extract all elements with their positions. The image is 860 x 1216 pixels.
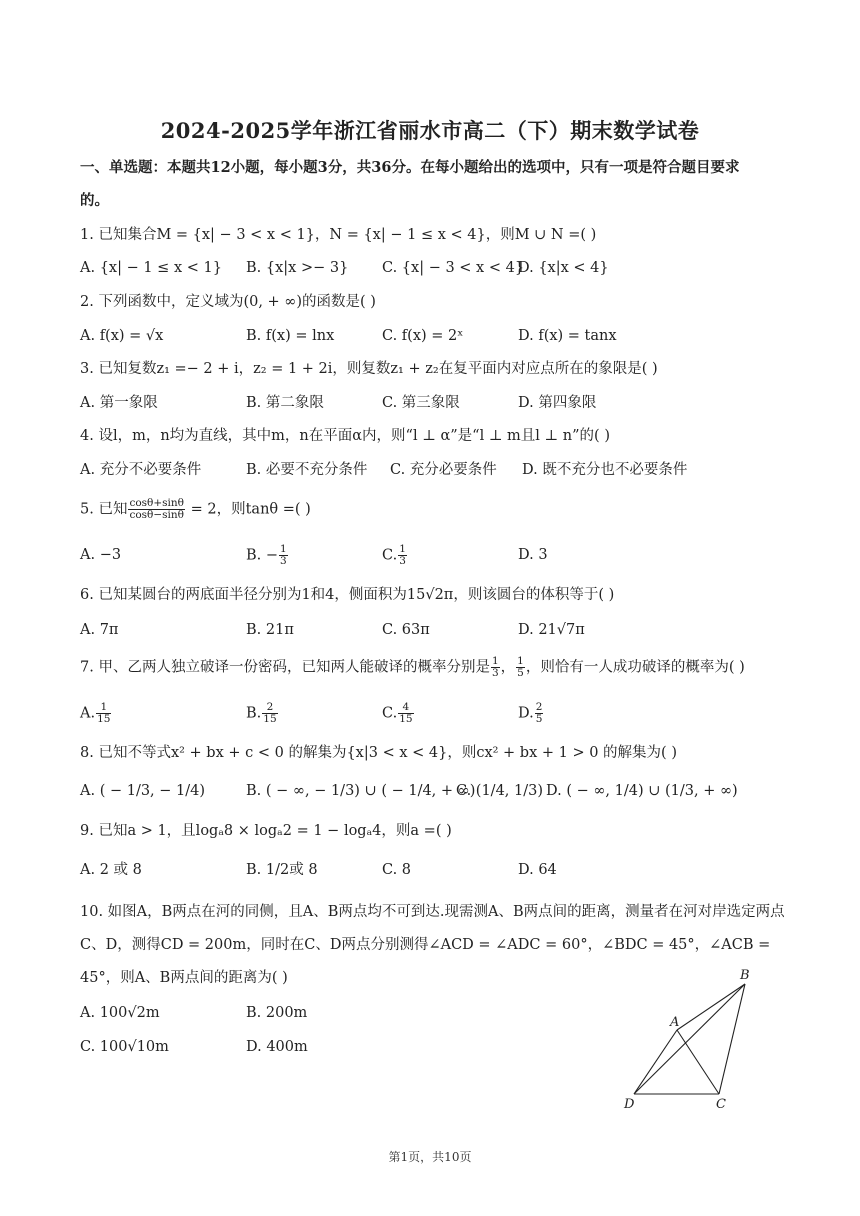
fraction xyxy=(128,498,185,521)
option-b: B. 第二象限 xyxy=(246,395,324,411)
option-c: C. (1/4, 1/3) xyxy=(456,783,543,799)
option-d: D. 第四象限 xyxy=(518,395,597,411)
option-b: B. $\frac{2}{15}$ xyxy=(246,701,277,725)
stem-suffix: = 2，则tanθ =( ) xyxy=(186,501,311,518)
option-a: A. −3 xyxy=(80,547,122,563)
section-heading-line2: 的。 xyxy=(80,192,109,209)
option-a: A. 7π xyxy=(80,622,119,638)
stem-prefix: 7. 甲、乙两人独立破译一份密码，已知两人能破译的概率分别是 xyxy=(80,659,490,676)
numerator: 1 xyxy=(280,543,287,555)
question-3-options xyxy=(80,392,780,416)
label-a: A xyxy=(670,1015,680,1030)
fraction xyxy=(535,702,544,725)
option-c: C. 第三象限 xyxy=(382,395,460,411)
option-d: D. ( − ∞, 1/4) ∪ (1/3, + ∞) xyxy=(546,783,738,799)
segment-db xyxy=(634,984,745,1094)
fraction xyxy=(96,702,111,725)
question-1-options xyxy=(80,257,780,281)
option-c: C. 充分必要条件 xyxy=(390,462,497,478)
option-a: A. $\frac{1}{15}$ xyxy=(80,701,111,725)
option-b: B. 21π xyxy=(246,622,294,638)
option-b xyxy=(246,544,289,567)
option-a: A. f(x) = √x xyxy=(80,328,164,344)
option-b-label: B. − xyxy=(246,547,279,564)
numerator: 2 xyxy=(535,701,543,713)
option-d: D. $\frac{2}{5}$ xyxy=(518,701,543,725)
option-d: D. 21√7π xyxy=(518,622,585,638)
fraction xyxy=(491,656,500,679)
label-d: D xyxy=(624,1097,635,1112)
option-a: A. 2 或 8 xyxy=(80,862,142,878)
option-b: B. ( − ∞, − 1/3) ∪ ( − 1/4, + ∞) xyxy=(246,783,476,799)
denominator: 15 xyxy=(97,713,111,725)
option-d: D. 3 xyxy=(518,547,548,563)
option-c: C. $\frac{1}{3}$ xyxy=(382,543,406,567)
figure-svg xyxy=(612,962,782,1112)
question-6-options xyxy=(80,619,780,643)
question-10-stem: 10. 如图A，B两点在河的同侧，且A、B两点均不可到达.现需测A、B两点间的距离，测量者在河对岸选定两点C、D，测得CD = 200m，同时在C、D两点分别测得∠ACD = ∠ADC = 60°，∠BDC = 45°，∠ACB = 45°，则A、B两点间的距离为( ) xyxy=(80,904,785,986)
question-9-options xyxy=(80,859,780,883)
question-4-stem: 4. 设l，m，n均为直线，其中m，n在平面α内，则“l ⊥ α”是“l ⊥ m且l ⊥ n”的( ) xyxy=(80,428,610,444)
stem-suffix: ，则恰有一人成功破译的概率为( ) xyxy=(525,659,745,676)
question-5-stem xyxy=(80,498,790,521)
option-d: D. {x|x < 4} xyxy=(518,260,609,276)
numerator: 1 xyxy=(491,655,499,667)
question-9-stem: 9. 已知a > 1，且logₐ8 × logₐ2 = 1 − logₐ4，则a =( ) xyxy=(80,823,452,839)
option-c: C. 100√10m xyxy=(80,1039,169,1055)
stem-prefix: 5. 已知 xyxy=(80,501,128,518)
option-a: A. 100√2m xyxy=(80,1005,160,1021)
page-footer: 第1页，共10页 xyxy=(388,1150,472,1164)
fraction xyxy=(398,544,407,567)
option-a: A. {x| − 1 ≤ x < 1} xyxy=(80,260,222,276)
question-7-stem: 7. 甲、乙两人独立破译一份密码，已知两人能破译的概率分别是 $\frac{1}{3}$ ， $\frac{1}{5}$ ，则恰有一人成功破译的概率为( ) xyxy=(80,655,745,679)
option-d: D. f(x) = tanx xyxy=(518,328,617,344)
label-c: C xyxy=(716,1097,726,1112)
segment-da xyxy=(634,1030,677,1094)
question-2-options xyxy=(80,325,780,349)
numerator: 2 xyxy=(262,702,277,714)
question-8-stem: 8. 已知不等式x² + bx + c < 0 的解集为{x|3 < x < 4}，则cx² + bx + 1 > 0 的解集为( ) xyxy=(80,745,677,761)
geometry-figure xyxy=(612,962,782,1112)
option-c: C. 8 xyxy=(382,862,412,878)
question-2-stem: 2. 下列函数中，定义域为(0, + ∞)的函数是( ) xyxy=(80,294,376,310)
segment-bc xyxy=(719,984,745,1094)
option-c: C. $\frac{4}{15}$ xyxy=(382,701,413,725)
option-c: C. {x| − 3 < x < 4} xyxy=(382,260,525,276)
denominator: 3 xyxy=(491,667,499,679)
numerator: 1 xyxy=(96,702,111,714)
option-c: C. f(x) = 2ˣ xyxy=(382,328,464,344)
denominator: 5 xyxy=(535,713,543,725)
denominator: 15 xyxy=(263,713,277,725)
fraction xyxy=(398,702,413,725)
segment-ab xyxy=(677,984,745,1030)
option-c: C. 63π xyxy=(382,622,430,638)
fraction xyxy=(279,544,288,567)
option-b: B. 1/2或 8 xyxy=(246,862,318,878)
section-heading-line1: 一、单选题：本题共12小题，每小题3分，共36分。在每小题给出的选项中，只有一项是符合题目要求 xyxy=(80,159,740,176)
denominator: 3 xyxy=(280,555,287,567)
option-a: A. 第一象限 xyxy=(80,395,158,411)
question-3-stem: 3. 已知复数z₁ =− 2 + i，z₂ = 1 + 2i，则复数z₁ + z₂在复平面内对应点所在的象限是( ) xyxy=(80,361,658,377)
page-title: 2024-2025学年浙江省丽水市高二（下）期末数学试卷 xyxy=(160,118,700,143)
question-1-stem: 1. 已知集合M = {x| − 3 < x < 1}，N = {x| − 1 ≤ x < 4}，则M ∪ N =( ) xyxy=(80,227,597,243)
option-b: B. 200m xyxy=(246,1005,308,1021)
numerator: 4 xyxy=(398,702,413,714)
option-b: B. {x|x >− 3} xyxy=(246,260,349,276)
denominator: 3 xyxy=(399,555,406,567)
fraction xyxy=(262,702,277,725)
denominator: 5 xyxy=(517,667,524,679)
question-7-options xyxy=(80,702,780,726)
question-6-stem: 6. 已知某圆台的两底面半径分别为1和4，侧面积为15√2π，则该圆台的体积等于( ) xyxy=(80,587,615,603)
label-b: B xyxy=(740,968,750,983)
denominator: cosθ−sinθ xyxy=(129,509,184,521)
denominator: 15 xyxy=(399,713,413,725)
option-a: A. 充分不必要条件 xyxy=(80,462,202,478)
question-5-options xyxy=(80,544,780,568)
numerator: cosθ+sinθ xyxy=(129,497,184,509)
option-d: D. 64 xyxy=(518,862,557,878)
question-8-options xyxy=(80,780,780,804)
option-b: B. f(x) = lnx xyxy=(246,328,335,344)
question-4-options xyxy=(80,459,780,483)
option-b: B. 必要不充分条件 xyxy=(246,462,368,478)
numerator: 1 xyxy=(399,543,406,555)
option-d: D. 400m xyxy=(246,1039,308,1055)
option-a: A. ( − 1/3, − 1/4) xyxy=(80,783,206,799)
option-d: D. 既不充分也不必要条件 xyxy=(522,462,688,478)
fraction xyxy=(516,656,525,679)
numerator: 1 xyxy=(517,655,524,667)
segment-ac xyxy=(677,1030,719,1094)
